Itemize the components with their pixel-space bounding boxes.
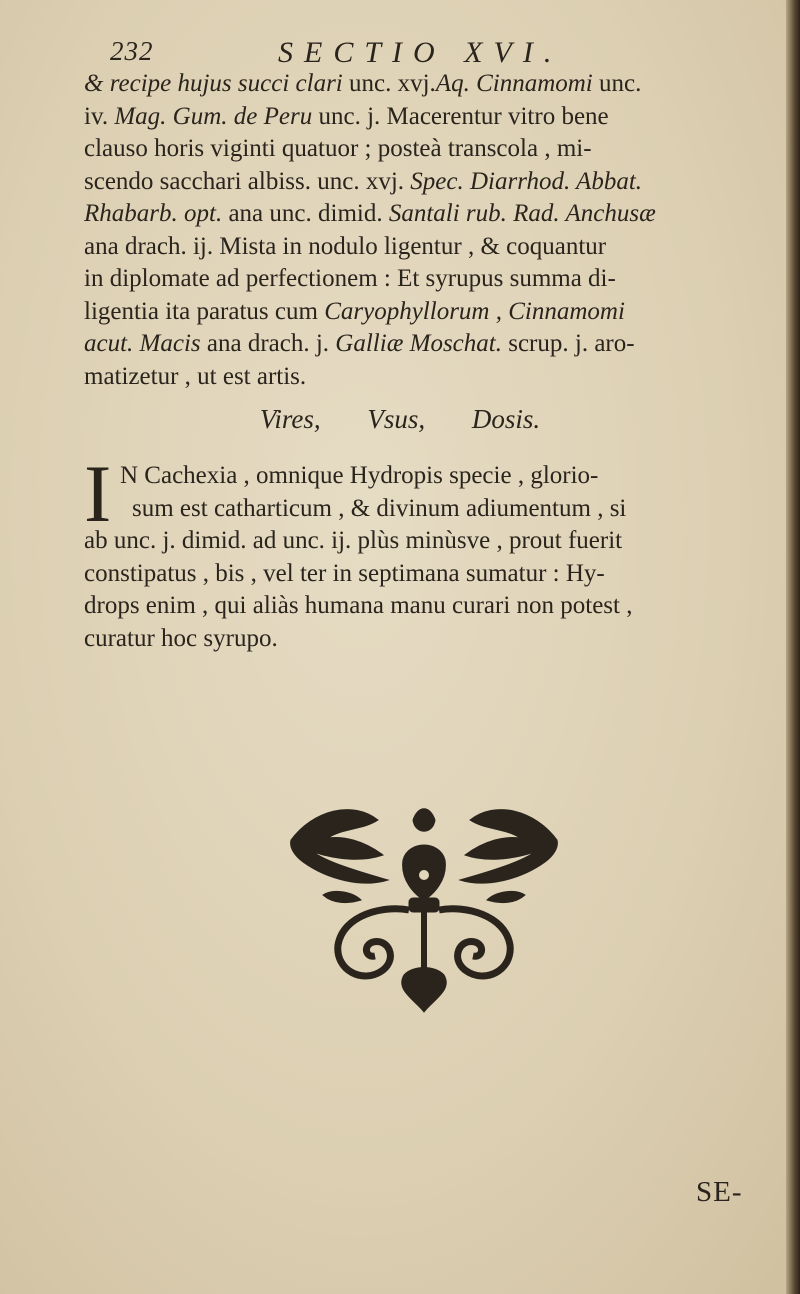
text-segment: scrup. j. aro- bbox=[508, 330, 635, 357]
text-segment: iv. bbox=[84, 102, 115, 130]
heading-dosis: Dosis. bbox=[471, 404, 541, 434]
paragraph-line bbox=[84, 68, 764, 101]
paragraph-line bbox=[84, 328, 764, 361]
paragraph-line: curatur hoc syrupo. bbox=[84, 624, 278, 652]
paragraph-line: N Cachexia , omnique Hydropis specie , glorio- bbox=[120, 462, 599, 489]
text-segment: ana unc. dimid. bbox=[228, 200, 389, 227]
text-segment: Spec. Diarrhod. Abbat. bbox=[410, 167, 643, 195]
text-segment: ana drach. ij. Mista in nodulo ligentur , & coquantur bbox=[84, 232, 607, 260]
text-segment: unc. j. Macerentur vitro bene bbox=[318, 102, 609, 130]
floral-ornament-icon bbox=[283, 800, 565, 1015]
catchword: SE- bbox=[696, 1176, 743, 1208]
text-segment: ligentia ita paratus cum bbox=[84, 297, 325, 325]
text-segment: Galliæ Moschat. bbox=[335, 330, 509, 357]
recipe-paragraph bbox=[84, 68, 764, 393]
paragraph-line bbox=[84, 361, 764, 394]
text-segment: Santali rub. Rad. Anchusæ bbox=[388, 200, 656, 227]
paragraph-line bbox=[84, 101, 764, 134]
paragraph-line bbox=[84, 231, 764, 264]
section-title: SECTIO XVI. bbox=[278, 36, 563, 69]
paragraph-line bbox=[84, 296, 764, 329]
paragraph-line bbox=[84, 198, 764, 231]
text-segment: Aq. Cinnamomi bbox=[435, 70, 599, 97]
text-segment: Rhabarb. opt. bbox=[84, 200, 229, 227]
page-number: 232 bbox=[110, 36, 154, 66]
text-segment: in diplomate ad perfectionem : Et syrupus summa di- bbox=[84, 265, 616, 292]
text-segment: unc. bbox=[599, 70, 642, 97]
paragraph-line bbox=[84, 263, 764, 296]
text-segment: unc. xvj. bbox=[349, 70, 436, 97]
text-segment: scendo sacchari albiss. unc. xvj. bbox=[84, 167, 411, 195]
section-heading bbox=[0, 404, 800, 435]
drop-cap: I bbox=[84, 448, 112, 539]
text-segment: acut. Macis bbox=[84, 330, 207, 357]
book-spine-shadow bbox=[786, 0, 800, 1294]
uses-paragraph bbox=[84, 448, 764, 655]
paragraph-line: drops enim , qui aliàs humana manu curari non potest , bbox=[84, 592, 633, 619]
text-segment: ana drach. j. bbox=[206, 330, 336, 357]
text-segment: Mag. Gum. de Peru bbox=[114, 102, 319, 130]
text-segment: matizetur , ut est artis. bbox=[84, 362, 307, 390]
paragraph-line: sum est catharticum , & divinum adiumentum , si bbox=[132, 494, 627, 522]
heading-vires: Vires, bbox=[259, 404, 321, 434]
paragraph-line bbox=[84, 166, 764, 199]
heading-vsus: Vsus, bbox=[367, 404, 426, 434]
text-segment: Caryophyllorum , Cinnamomi bbox=[324, 297, 625, 325]
text-segment: clauso horis viginti quatuor ; posteà transcola , mi- bbox=[84, 135, 592, 162]
paragraph-line bbox=[84, 133, 764, 166]
paragraph-line: constipatus , bis , vel ter in septimana sumatur : Hy- bbox=[84, 559, 605, 587]
text-segment: & recipe hujus succi clari bbox=[84, 70, 349, 97]
paragraph-line: ab unc. j. dimid. ad unc. ij. plùs minùsve , prout fuerit bbox=[84, 527, 623, 554]
